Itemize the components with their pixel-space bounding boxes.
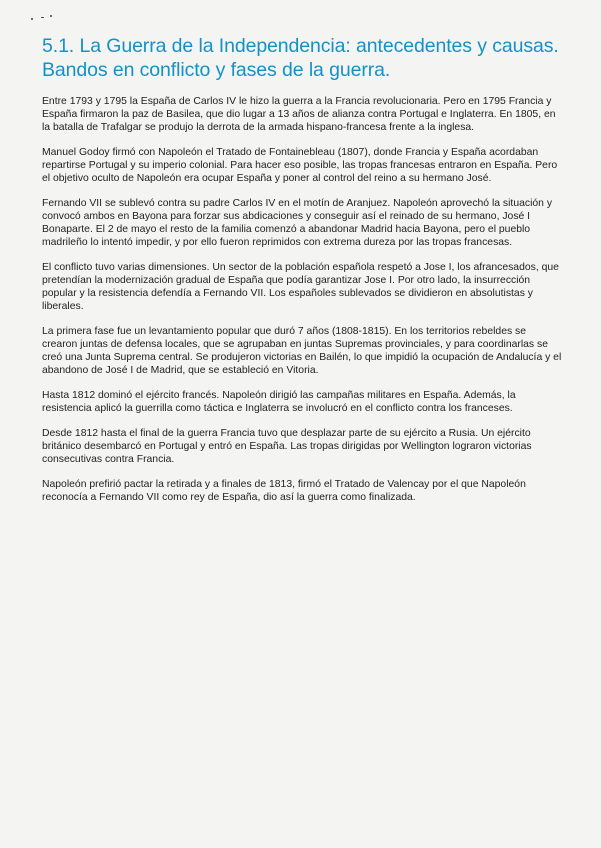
paragraph-dominio-frances: Hasta 1812 dominó el ejército francés. Napoleón dirigió las campañas militares en España. Además, la resistencia aplicó la guerrilla como táctica e Inglaterra se involucró en el conflicto contra los franceses. (42, 390, 516, 414)
paragraph-tratado-valencay: Napoleón prefirió pactar la retirada y a finales de 1813, firmó el Tratado de Valencay por el que Napoleón reconocía a Fernando VII como rey de España, dio así la guerra como finalizada. (42, 479, 526, 503)
page-title: 5.1. La Guerra de la Independencia: antecedentes y causas. Bandos en conflicto y fases de la guerra. (42, 35, 559, 81)
paragraph-bandos-conflicto: El conflicto tuvo varias dimensiones. Un sector de la población española respetó a Jose I, los afrancesados, que pretendían la modernización gradual de España que podía garantizar Jose I. Por otro lado, la insurrección popular y la resistencia defendía a Fernando VII. Los españoles sublevados se dividieron en absolutistas y liberales. (42, 262, 559, 312)
paragraph-motin-aranjuez: Fernando VII se sublevó contra su padre Carlos IV en el motín de Aranjuez. Napoleón aprovechó la situación y convocó ambos en Bayona para forzar sus abdicaciones y conseguir así el reinado de su hermano, José I Bonaparte. El 2 de mayo el resto de la familia comenzó a abandonar Madrid hacia Bayona, pero el pueblo madrileño lo intentó impedir, y por ello fueron reprimidos con extrema dureza por las tropas francesas. (42, 198, 553, 248)
document-page (42, 34, 562, 516)
paragraph-final-guerra: Desde 1812 hasta el final de la guerra Francia tuvo que desplazar parte de su ejército a Rusia. Un ejército británico desembarcó en Portugal y entró en España. Las tropas dirigidas por Wellington lograron victorias consecutivas contra Francia. (42, 428, 532, 465)
paragraph-primera-fase: La primera fase fue un levantamiento popular que duró 7 años (1808-1815). En los territorios rebeldes se crearon juntas de defensa locales, que se agrupaban en juntas Supremas provinciales, y para coordinarlas se creó una Junta Suprema central. Se produjeron victorias en Bailén, lo que impidió la ocupación de Andalucía y el abandono de José I de Madrid, que se estableció en Vitoria. (42, 326, 562, 376)
paragraph-antecedentes: Entre 1793 y 1795 la España de Carlos IV le hizo la guerra a la Francia revolucionaria. Pero en 1795 Francia y España firmaron la paz de Basilea, que dio lugar a 13 años de alianza contra Portugal e Inglaterra. En 1805, en la batalla de Trafalgar se produjo la derrota de la armada hispano-francesa frente a la inglesa. (42, 96, 556, 133)
paragraph-tratado-fontainebleau: Manuel Godoy firmó con Napoleón el Tratado de Fontainebleau (1807), donde Francia y España acordaban repartirse Portugal y su imperio colonial. Para hacer eso posible, las tropas francesas entraron en España. Pero el objetivo oculto de Napoleón era ocupar España y poner al control del reino a su hermano José. (42, 147, 558, 184)
scan-marks (31, 12, 61, 22)
